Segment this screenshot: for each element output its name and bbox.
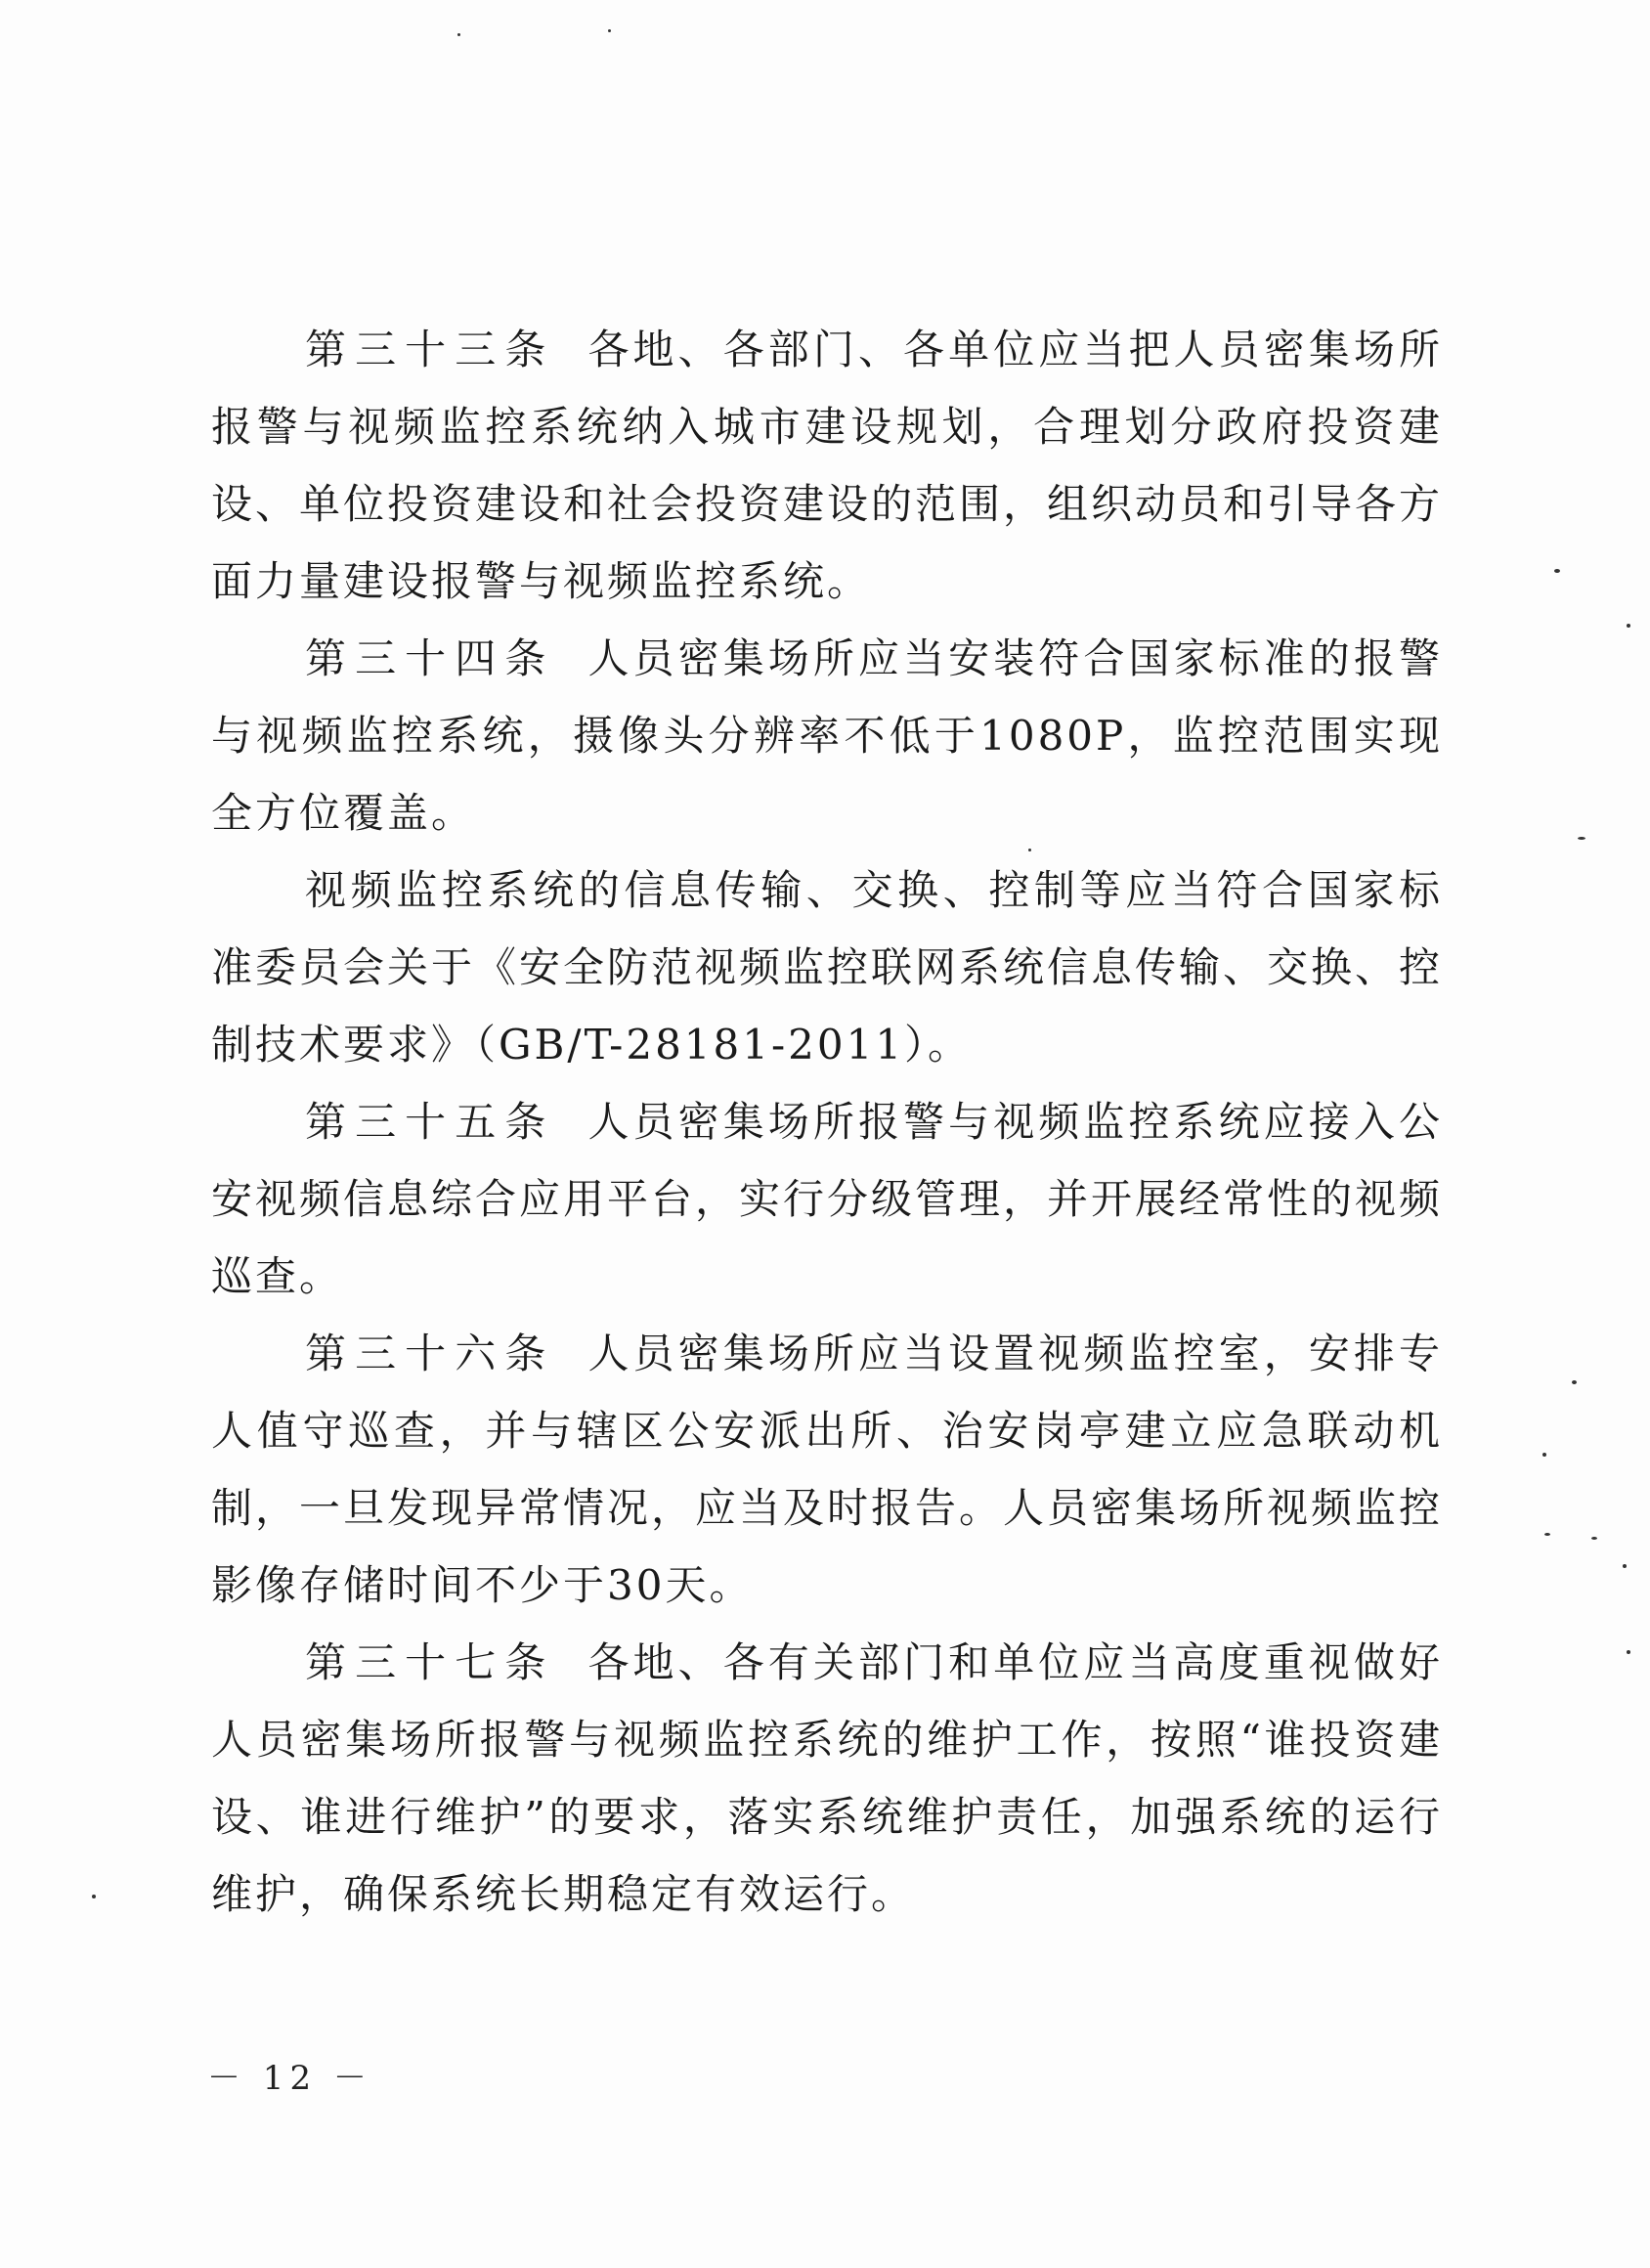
document-body <box>211 311 1443 1933</box>
page-number: － 12 － <box>207 2059 372 2098</box>
article-35-text: 人员密集场所报警与视频监控系统应接入公安视频信息综合应用平台，实行分级管理，并开展经常性的视频巡查。 <box>211 1098 1444 1300</box>
article-34-continuation-text: 视频监控系统的信息传输、交换、控制等应当符合国家标准委员会关于《安全防范视频监控联网系统信息传输、交换、控制技术要求》（GB/T-28181-2011）。 <box>211 866 1444 1069</box>
article-34-text: 人员密集场所应当安装符合国家标准的报警与视频监控系统，摄像头分辨率不低于1080P，监控范围实现全方位覆盖。 <box>211 634 1443 837</box>
scan-speck <box>92 1895 96 1898</box>
scan-speck <box>1554 569 1560 573</box>
article-34-heading: 第三十四条 <box>305 634 555 682</box>
scan-speck <box>1627 1650 1630 1654</box>
article-34-continuation-paragraph <box>211 851 1443 1083</box>
article-33-text: 各地、各部门、各单位应当把人员密集场所报警与视频监控系统纳入城市建设规划，合理划分政府投资建设、单位投资建设和社会投资建设的范围，组织动员和引导各方面力量建设报警与视频监控系统。 <box>211 326 1444 605</box>
article-36-text: 人员密集场所应当设置视频监控室，安排专人值守巡查，并与辖区公安派出所、治安岗亭建立应急联动机制，一旦发现异常情况，应当及时报告。人员密集场所视频监控影像存储时间不少于30天。 <box>211 1330 1444 1609</box>
article-37-paragraph <box>211 1624 1443 1933</box>
article-36-heading: 第三十六条 <box>305 1330 555 1377</box>
scan-speck <box>1572 1380 1577 1384</box>
scan-speck <box>1028 849 1031 851</box>
scan-speck <box>457 33 460 36</box>
scan-speck <box>1578 837 1585 840</box>
article-33-paragraph <box>211 311 1443 620</box>
scan-speck <box>1544 1533 1550 1536</box>
article-33-heading: 第三十三条 <box>305 326 555 373</box>
article-35-paragraph <box>211 1083 1443 1315</box>
article-37-text: 各地、各有关部门和单位应当高度重视做好人员密集场所报警与视频监控系统的维护工作，按照“谁投资建设、谁进行维护”的要求，落实系统维护责任，加强系统的运行维护，确保系统长期稳定有效运行。 <box>211 1638 1443 1918</box>
scan-speck <box>1542 1453 1546 1457</box>
article-34-paragraph <box>211 620 1443 851</box>
article-35-heading: 第三十五条 <box>305 1098 555 1146</box>
scan-speck <box>1627 624 1630 628</box>
scan-speck <box>1591 1537 1597 1540</box>
article-37-heading: 第三十七条 <box>305 1638 555 1686</box>
article-36-paragraph <box>211 1315 1443 1624</box>
scan-speck <box>1623 1564 1627 1568</box>
scan-speck <box>608 29 611 32</box>
